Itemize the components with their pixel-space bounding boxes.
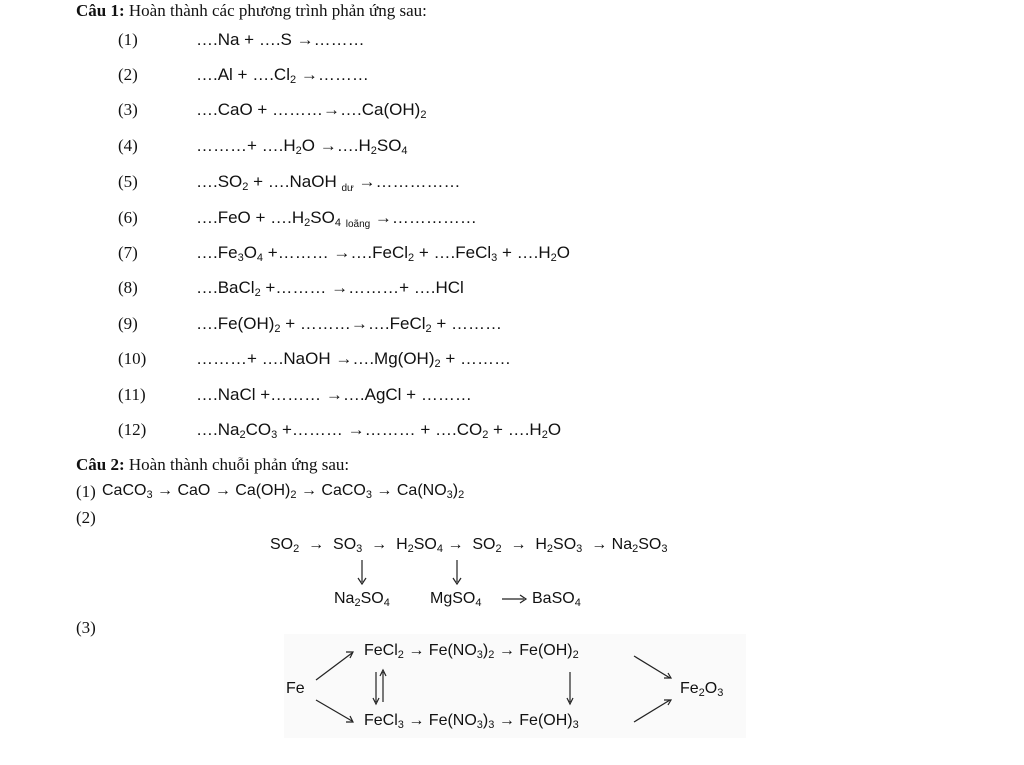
equation-2: ….Al + $\dots.Cl_2$ →………	[196, 65, 369, 86]
equation-8: ….BaCl$_2$ +……… →………+ ….HCl	[196, 278, 464, 299]
q1-label: Câu 1:	[76, 1, 125, 20]
eq-num-7: (7)	[118, 243, 138, 262]
chain3-num: (3)	[76, 618, 96, 637]
eq-num-10: (10)	[118, 349, 147, 368]
equation-11: ….NaCl +……… →….AgCl + ………	[196, 385, 472, 404]
equation-10: ………+ ….NaOH $\to\dots.Mg(OH)_2$ + ………	[196, 349, 511, 370]
chain-2-baso4: BaSO$_4$	[532, 590, 581, 609]
equation-4: ………+ $\dots.H_2O$ $\to\dots.H_2SO_4$	[196, 136, 408, 157]
chain-3-fe2o3: $Fe_2O_3$	[680, 680, 724, 699]
equation-1: ….Na + ….S →………	[196, 30, 365, 49]
equation-7: $\dots.Fe_3O_4$ +……… →….FeCl$_2$ + ….FeCl$_3$ + $\dots.H_2O$	[196, 243, 571, 264]
equation-3: ….CaO + $\dots\dots\dots\to\dots.Ca(OH)_2$	[196, 100, 427, 121]
eq-num-2: (2)	[118, 65, 138, 84]
chain-2-na2so4: $Na_2SO_4$	[334, 590, 390, 609]
eq-num-5: (5)	[118, 172, 138, 191]
chain-3-fe: Fe	[286, 680, 305, 697]
chain-3-top-row: FeCl$_2$ → $Fe(NO_3)_2 \to Fe(OH)_2$	[364, 642, 579, 661]
chain2-num: (2)	[76, 508, 96, 527]
chain-2-mgso4: MgSO$_4$	[430, 590, 482, 609]
q1-instruction: Hoàn thành các phương trình phản ứng sau:	[128, 1, 427, 20]
q2-label: Câu 2:	[76, 455, 125, 474]
q2-instruction: Hoàn thành chuỗi phản ứng sau:	[128, 455, 350, 474]
eq-num-4: (4)	[118, 136, 138, 155]
chain1-num: (1)	[76, 482, 96, 501]
eq-num-12: (12)	[118, 420, 147, 439]
eq-num-11: (11)	[118, 385, 146, 404]
eq-num-6: (6)	[118, 208, 138, 227]
chain-3-bottom-row: FeCl$_3$ → $Fe(NO_3)_3 \to Fe(OH)_3$	[364, 712, 579, 731]
chain-1: CaCO$_3$ → CaO → $Ca(OH)_2$ → CaCO$_3$ → $Ca(NO_3)_2$	[102, 482, 465, 501]
equation-5: $\dots.SO_2$ + ….NaOH $_{dư}$ →……………	[196, 172, 461, 194]
equation-6: ….FeO + $\dots.H_2SO_4$ $_{loãng}$ →……………	[196, 208, 477, 230]
chain-2-main: $SO_2 \to SO_3 \to H_2SO_4 \to SO_2 \to H_2SO_3 \to Na_2SO_3$	[270, 536, 668, 555]
eq-num-1: (1)	[118, 30, 138, 49]
eq-num-9: (9)	[118, 314, 138, 333]
equation-9: $\dots.Fe(OH)_2$ + ………→….FeCl$_2$ + ………	[196, 314, 503, 335]
eq-num-3: (3)	[118, 100, 138, 119]
eq-num-8: (8)	[118, 278, 138, 297]
equation-12: $\dots.Na_2CO_3$ +……… →……… + $\dots.CO_2$ + $\dots.H_2O$	[196, 420, 562, 441]
